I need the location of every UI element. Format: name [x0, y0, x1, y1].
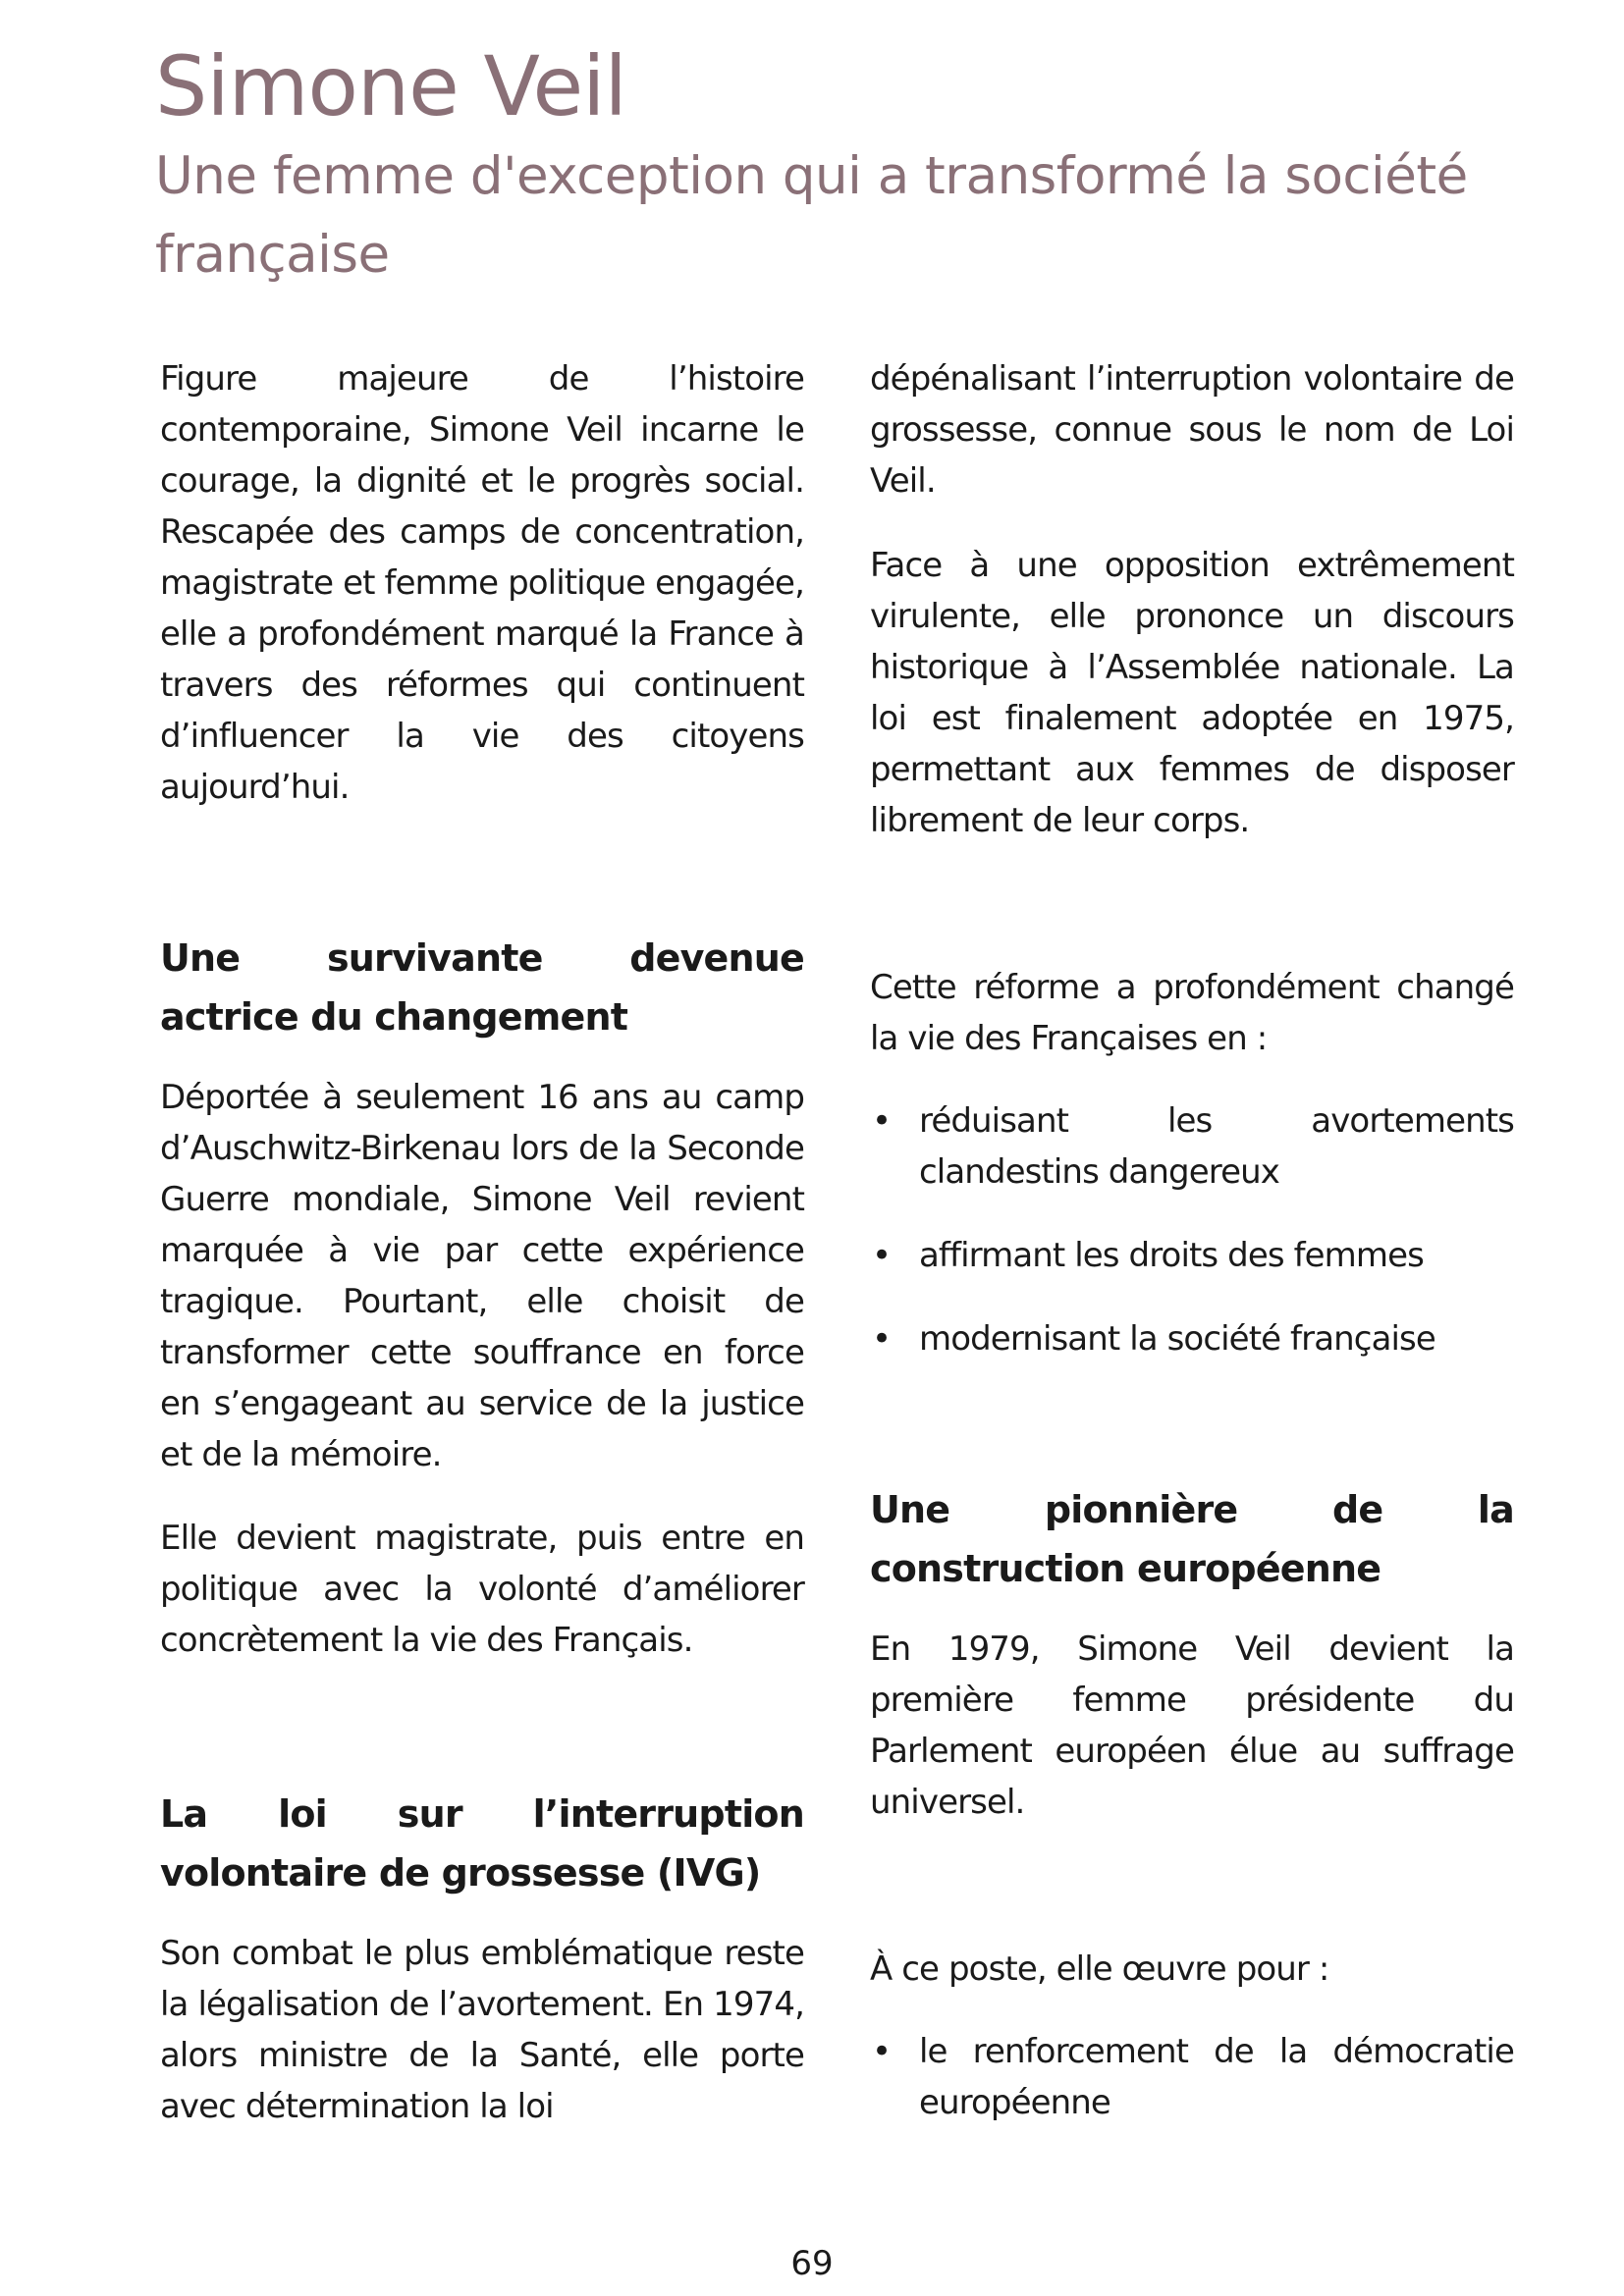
paragraph-deportation: Déportée à seulement 16 ans au camp d’Auschwitz-Birkenau lors de la Seconde Guerre mondiale, Simone Veil revient marquée à vie par cette expérience tragique. Pourtant, elle choisit de transformer cette souffrance en force en s’engageant au service de la justice et de la mémoire.: [160, 1078, 804, 1474]
paragraph-poste: À ce poste, elle œuvre pour :: [870, 1949, 1329, 1989]
list-item: • modernisant la société française: [870, 1313, 1514, 1364]
page-title: Simone Veil: [155, 38, 626, 134]
list-item: • réduisant les avortements clandestins dangereux: [870, 1095, 1514, 1198]
bullet-icon: •: [872, 1101, 892, 1141]
list-reforme: [870, 1095, 1514, 1364]
bullet-icon: •: [872, 2032, 892, 2071]
list-item: • le renforcement de la démocratie européenne: [870, 2026, 1514, 2128]
section-heading-ivg: La loi sur l’interruption volontaire de grossesse (IVG): [160, 1792, 804, 1895]
list-item: • affirmant les droits des femmes: [870, 1230, 1514, 1281]
paragraph-loi-veil: dépénalisant l’interruption volontaire de grossesse, connue sous le nom de Loi Veil.: [870, 359, 1514, 501]
page-subtitle: Une femme d'exception qui a transformé la société française: [155, 146, 1468, 285]
paragraph-parlement: En 1979, Simone Veil devient la première femme présidente du Parlement européen élue au suffrage universel.: [870, 1629, 1514, 1822]
bullet-icon: •: [872, 1236, 892, 1275]
bullet-icon: •: [872, 1319, 892, 1359]
paragraph-opposition: Face à une opposition extrêmement virulente, elle prononce un discours historique à l’Assemblée nationale. La loi est finalement adoptée en 1975, permettant aux femmes de disposer librement de leur corps.: [870, 546, 1514, 840]
paragraph-reforme: Cette réforme a profondément changé la vie des Françaises en :: [870, 968, 1514, 1058]
paragraph-magistrate: Elle devient magistrate, puis entre en politique avec la volonté d’améliorer concrètement la vie des Français.: [160, 1519, 804, 1660]
right-column: [870, 353, 1514, 2128]
intro-paragraph: Figure majeure de l’histoire contemporaine, Simone Veil incarne le courage, la dignité et le progrès social. Rescapée des camps de concentration, magistrate et femme politique engagée, elle a profondément marqué la France à travers des réformes qui continuent d’influencer la vie des citoyens aujourd’hui.: [160, 359, 804, 807]
paragraph-ivg: Son combat le plus emblématique reste la légalisation de l’avortement. En 1974, alors ministre de la Santé, elle porte avec détermination la loi: [160, 1934, 804, 2126]
section-heading-survivante: Une survivante devenue actrice du changement: [160, 936, 804, 1039]
page-number: 69: [790, 2244, 834, 2283]
left-column: [160, 353, 804, 2132]
list-europe: [870, 2026, 1514, 2128]
section-heading-europe: Une pionnière de la construction européenne: [870, 1488, 1514, 1590]
